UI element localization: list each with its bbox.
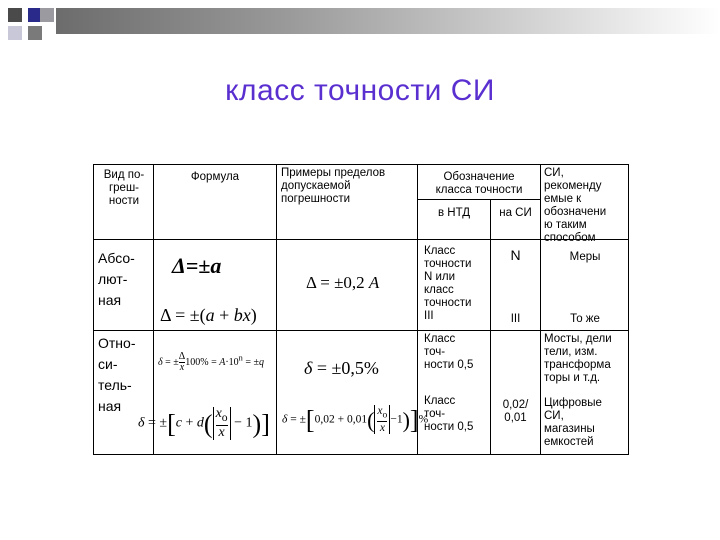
on-si-absolute-2: III xyxy=(510,313,521,325)
si-relative-1: Мосты, дели тели, изм. трансформа торы и т.д. xyxy=(544,333,612,384)
header-examples: Примеры пределов допускаемой погрешности xyxy=(281,167,386,205)
si-relative-2: Цифровые СИ, магазины емкостей xyxy=(544,397,602,448)
on-si-relative-2: 0,02/ 0,01 xyxy=(502,399,529,424)
formula-absolute-2: Δ = ±(a + bx) xyxy=(160,305,257,325)
header-on-si: на СИ xyxy=(499,207,532,219)
decorative-square xyxy=(40,8,54,22)
ntd-absolute: Класс точности N или класс точности III xyxy=(424,245,472,322)
si-absolute-1: Меры xyxy=(569,251,601,263)
header-designation: Обозначение класса точности xyxy=(435,171,523,196)
si-absolute-2: То же xyxy=(570,313,600,325)
row-absolute-kind: Абсо- лют- ная xyxy=(98,250,135,308)
header-ntd: в НТД xyxy=(437,207,471,219)
example-absolute: Δ = ±0,2 A xyxy=(306,273,380,292)
slide-title: класс точности СИ xyxy=(225,74,495,107)
header-si: СИ, рекоменду емые к обозначени ю таким способом xyxy=(544,167,607,244)
decorative-square xyxy=(8,26,22,40)
decorative-gradient-bar xyxy=(56,8,720,34)
decorative-square xyxy=(28,26,42,40)
example-relative-2: δ = ±[0,02 + 0,01( $\frac{x_o}{x}$ −1)]% xyxy=(282,405,429,435)
row-relative-kind: Отно- си- тель- ная xyxy=(98,335,136,414)
formula-relative-2: δ = ±[c + d( $\frac{x_o}{x}$ − 1)] xyxy=(138,406,270,440)
on-si-absolute-1: N xyxy=(510,247,521,263)
formula-absolute-1: Δ=±a xyxy=(172,253,222,278)
decorative-square xyxy=(8,8,22,22)
header-error-kind: Вид по- греш- ности xyxy=(103,169,145,207)
decorative-header xyxy=(0,0,720,40)
ntd-relative-2: Класс точ- ности 0,5 xyxy=(424,395,474,433)
header-formula: Формула xyxy=(190,171,240,183)
formula-relative-1: δ = ± $\frac{\Delta}{x}$ $100\% = A\cdot 10^n = \pm q$ xyxy=(158,351,264,373)
accuracy-class-table xyxy=(93,164,629,455)
example-relative-1: δ = ±0,5% xyxy=(304,358,379,378)
ntd-relative-1: Класс точ- ности 0,5 xyxy=(424,333,474,371)
